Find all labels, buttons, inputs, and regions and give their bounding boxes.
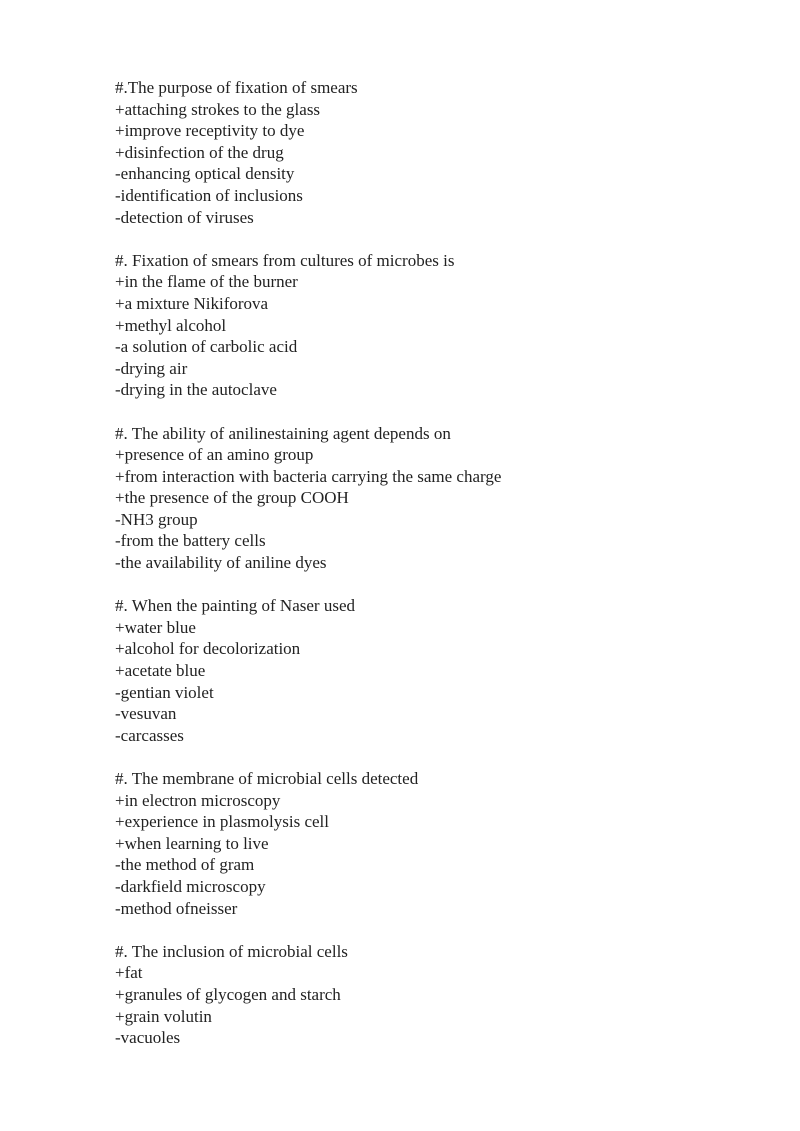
answer-option: +when learning to live — [115, 833, 269, 853]
answer-option: +presence of an amino group — [115, 445, 314, 465]
question-text: #.The purpose of fixation of smears — [115, 78, 358, 97]
quiz-content — [115, 77, 755, 1070]
answer-option: +a mixture Nikiforova — [115, 293, 269, 313]
question-text: #. The membrane of microbial cells detected — [115, 769, 419, 788]
question-text: #. Fixation of smears from cultures of microbes is — [115, 250, 455, 270]
answer-option: -the availability of aniline dyes — [115, 553, 327, 573]
answer-option: +alcohol for decolorization — [115, 639, 301, 659]
answer-option: +improve receptivity to dye — [115, 121, 305, 141]
answer-option: +methyl alcohol — [115, 315, 227, 335]
question-text: #. The inclusion of microbial cells — [115, 941, 348, 961]
answer-option: +granules of glycogen and starch — [115, 984, 341, 1004]
question-block — [115, 768, 755, 919]
answer-option: +grain volutin — [115, 1006, 212, 1026]
answer-option: +the presence of the group COOH — [115, 488, 349, 508]
answer-option: -detection of viruses — [115, 207, 254, 227]
question-block — [115, 423, 755, 574]
question-block — [115, 941, 755, 1049]
question-text: #. The ability of anilinestaining agent depends on — [115, 423, 451, 443]
answer-option: +acetate blue — [115, 661, 206, 681]
answer-option: +water blue — [115, 617, 196, 637]
answer-option: -gentian violet — [115, 682, 214, 702]
question-block — [115, 77, 755, 228]
answer-option: -a solution of carbolic acid — [115, 337, 298, 357]
answer-option: -vesuvan — [115, 704, 177, 724]
answer-option: +fat — [115, 963, 143, 983]
answer-option: -method ofneisser — [115, 898, 238, 918]
answer-option: -darkfield microscopy — [115, 876, 266, 896]
question-block — [115, 595, 755, 746]
answer-option: +from interaction with bacteria carrying the same charge — [115, 466, 502, 486]
answer-option: -identification of inclusions — [115, 185, 303, 205]
answer-option: -vacuoles — [115, 1028, 181, 1048]
answer-option: -the method of gram — [115, 855, 255, 875]
answer-option: -drying air — [115, 358, 188, 378]
answer-option: +in the flame of the burner — [115, 272, 298, 292]
answer-option: +attaching strokes to the glass — [115, 99, 321, 119]
answer-option: +in electron microscopy — [115, 790, 281, 810]
answer-option: -NH3 group — [115, 509, 198, 529]
answer-option: -from the battery cells — [115, 531, 266, 551]
answer-option: +disinfection of the drug — [115, 142, 284, 162]
answer-option: -carcasses — [115, 725, 184, 745]
answer-option: -drying in the autoclave — [115, 380, 277, 400]
answer-option: +experience in plasmolysis cell — [115, 812, 329, 832]
answer-option: -enhancing optical density — [115, 164, 295, 184]
question-block — [115, 250, 755, 401]
question-text: #. When the painting of Naser used — [115, 596, 355, 616]
